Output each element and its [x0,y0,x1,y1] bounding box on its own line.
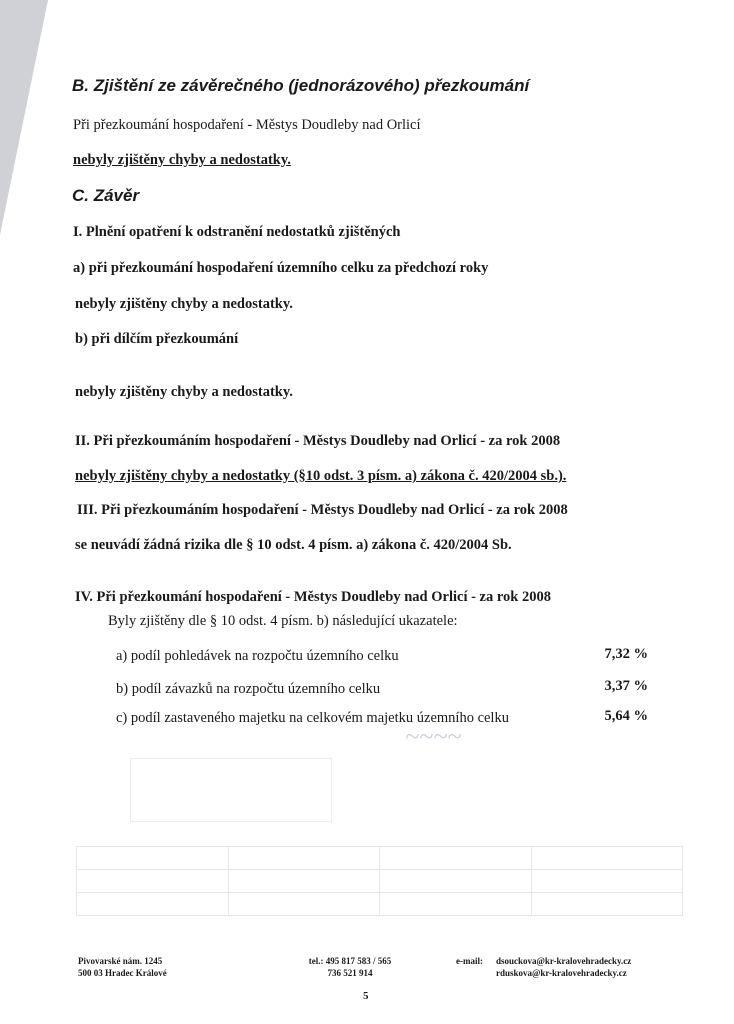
section-b-title: B. Zjištění ze závěrečného (jednorázového) přezkoumání [72,76,530,95]
indicator-c-label: c) podíl zastaveného majetku na celkovém majetku územního celku [116,710,509,726]
footer-address-line1: Pivovarské nám. 1245 [78,956,163,966]
section-b-result: nebyly zjištěny chyby a nedostatky. [73,152,291,168]
item-i-a: a) při přezkoumání hospodaření územního celku za předchozí roky [73,260,489,276]
item-i-b: b) při dílčím přezkoumání [75,331,239,347]
footer-address-line2: 500 03 Hradec Králové [78,968,167,978]
show-through-table [76,846,683,930]
footer-phone [300,955,400,979]
section-c-title: C. Závěr [72,186,140,205]
item-i-title: I. Plnění opatření k odstranění nedostatků zjištěných [73,224,401,240]
item-ii-title: II. Při přezkoumáním hospodaření - Městys Doudleby nad Orlicí - za rok 2008 [75,433,561,449]
item-i-b-result: nebyly zjištěny chyby a nedostatky. [75,384,293,400]
footer-emails [496,955,631,979]
item-iii-title: III. Při přezkoumáním hospodaření - Městys Doudleby nad Orlicí - za rok 2008 [77,502,568,518]
footer-email2: rduskova@kr-kralovehradecky.cz [496,968,627,978]
item-iv-intro: Byly zjištěny dle § 10 odst. 4 písm. b) následující ukazatele: [108,613,458,629]
footer-phone-line2: 736 521 914 [327,968,373,978]
item-iv-title: IV. Při přezkoumání hospodaření - Městys Doudleby nad Orlicí - za rok 2008 [75,589,551,605]
indicator-b-value: 3,37 % [604,678,648,694]
indicator-a-value: 7,32 % [604,646,648,662]
indicator-b-label: b) podíl závazků na rozpočtu územního celku [116,681,381,697]
indicator-a-label: a) podíl pohledávek na rozpočtu územního celku [116,648,399,664]
footer-address [78,955,167,979]
show-through-signature: ~~~~ [405,722,462,751]
footer-phone-line1: tel.: 495 817 583 / 565 [308,956,392,966]
item-ii-result: nebyly zjištěny chyby a nedostatky (§10 odst. 3 písm. a) zákona č. 420/2004 sb.). [75,468,567,484]
show-through-stamp [130,758,332,822]
footer-email-label: e-mail: [456,956,483,966]
item-iii-result: se neuvádí žádná rizika dle § 10 odst. 4 písm. a) zákona č. 420/2004 Sb. [75,537,512,553]
item-i-a-result: nebyly zjištěny chyby a nedostatky. [75,296,293,312]
section-b-line1: Při přezkoumání hospodaření - Městys Doudleby nad Orlicí [73,117,421,133]
scan-corner-shadow [0,0,48,235]
page-number: 5 [363,990,369,1002]
footer-email1: dsouckova@kr-kralovehradecky.cz [496,956,632,966]
indicator-c-value: 5,64 % [604,708,648,724]
